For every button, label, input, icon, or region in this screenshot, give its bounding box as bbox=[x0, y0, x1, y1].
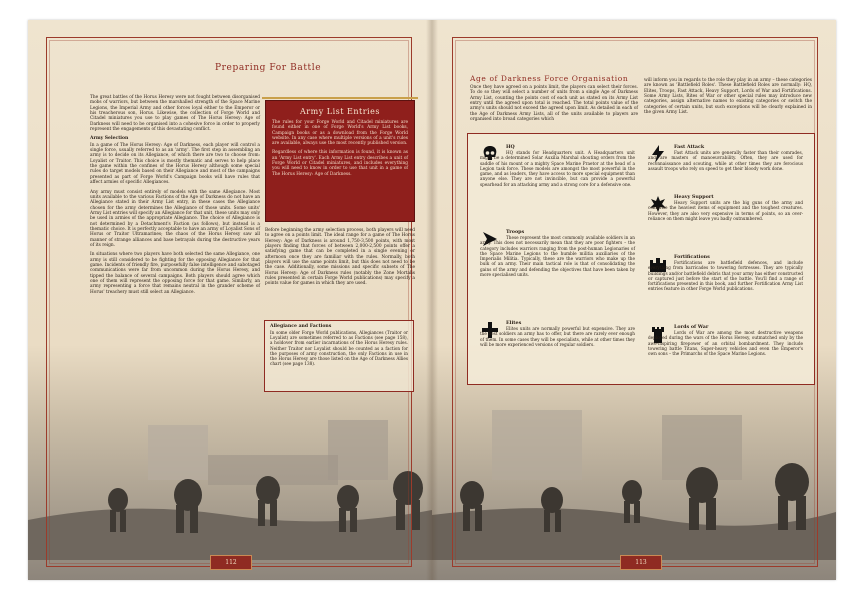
army-list-entries-p2: Regardless of where this information is found, it is known as an 'Army List entry'. Each Army List entry describes a unit of Forge World or Citadel miniatures, and includes everything you will need to know in order to use that unit in a game of The Horus Heresy: Age of Darkness. bbox=[272, 150, 408, 177]
army-list-entries-title: Army List Entries bbox=[300, 107, 380, 116]
role-description: Fast Attack units are generally faster than their comrades, and are masters of manoeuvrability. Often, they are used for reconnaissance and scouting, while at other times they are ferocious assault troops who rely on speed to get their bloody work done. bbox=[648, 150, 803, 171]
force-org-intro: Once they have agreed on a points limit, the players can select their forces. To do so they will select a number of units from a single Age of Darkness Army List, counting the points cost of each unit as stated on its Army List entry until the agreed upon total is reached. The total points value of the army's units should not exceed the agreed upon limit. As detailed in each of the Age of Darkness Army Lists, all of the units available to players are organised into broad categories which bbox=[470, 85, 638, 123]
book-gutter bbox=[426, 20, 438, 580]
army-paragraph-1: In a game of The Horus Heresy: Age of Darkness, each player will control a single force, usually referred to as an 'army'. The first step in assembling an army is to decide on its Allegiance, of which there are two to choose from: Loyalist or Traitor. This choice is mostly thematic and serves to help place the game within the confines of the Horus Heresy although some special rules do target models based on their Allegiance and most of the campaigns presented as part of Forge World's Campaign books will have rules that affect armies of specific Allegiances. bbox=[90, 142, 260, 186]
page-number-left: 112 bbox=[210, 555, 252, 570]
box-ornament bbox=[262, 97, 418, 105]
role-description: HQ stands for Headquarters unit. A Headquarters unit might be a determined Solar Auxilia Marshal shouting orders from the saddle of his mount or a mighty Space Marine Praetor at the head of a Legion task force. These models are amongst the most powerful in the game, and as leaders, they have access to more special equipment than anyone else. They are not invincible, but can provide a powerful spearhead for an attacking army and a strong core for a defensive one. bbox=[480, 150, 635, 187]
army-list-entries-p1: The rules for your Forge World and Citadel miniatures are found either in one of Forge World's Army List books, Campaign books or as a download from the Forge World website. In any case where multiple versions of a unit's rules are available, always use the most recently published version. bbox=[272, 120, 408, 147]
role-description: Fortifications are battlefield defences, and include everything from barricades to towering fortresses. They are typically buildings and/or battlefield debris that your army has either constructed or captured just before the start of the battle. You'll find a range of fortifications presented in this book, and further Fortification Army List entries feature in other Forge World publications. bbox=[648, 260, 803, 292]
points-paragraph: Before beginning the army selection process, both players will need to agree on a points limit. The ideal range for a game of The Horus Heresy: Age of Darkness is around 1,750-3,500 points, with most players finding that forces of between 2,000-2,500 points offer a satisfying game that can be completed in a single evening or afternoon once they are familiar with the rules. Normally, both players will use the same points limit, but this does not need to be the case. Additionally, some missions and specific subsets of The Horus Heresy: Age of Darkness rules (notably the Zone Mortalis rules presented in certain Forge World publications) may specify a points value for games in which they are used. bbox=[265, 228, 415, 287]
book-spread bbox=[28, 20, 836, 580]
force-org-intro-cont: will inform you in regards to the role they play in an army – these categories are known as 'Battlefield Roles'. These Battlefield Roles are normally: HQ, Elites, Troops, Fast Attack, Heavy Support, Lords of War and Fortifications. Some Army Lists, Rites of War or other special rules may introduce new categories, assign alternative names to existing categories or switch the categories of certain units, but such exceptions will be clearly explained in the given Army List. bbox=[644, 78, 812, 116]
allegiance-factions-title: Allegiance and Factions bbox=[270, 324, 332, 329]
army-list-entries-box bbox=[265, 100, 415, 222]
role-description: These represent the most commonly available soldiers in an army. This does not necessarily mean that they are poor fighters – the category includes warriors ranging from the post-human Legionaries of the Space Marine Legions to the humble militia auxiliaries of the Imperialis Militia. Typically, these are the warriors who make up the bulk of an army. Their main tactical role is that of consolidating the gains of the army and defending the objectives that have been taken by more specialised units. bbox=[480, 235, 635, 277]
intro-paragraph: The great battles of the Horus Heresy were not fought between disorganised mobs of warriors, but between the marshalled strength of the Space Marine Legions, the Imperial Army and other forces loyal either to the Emperor or his treacherous son, Horus. Likewise, the collection of Forge World and Citadel miniatures you use to play games of The Horus Heresy: Age of Darkness will need to be organised into a cohesive force in order to properly represent the engagements of this devastating conflict. bbox=[90, 95, 260, 133]
allegiance-factions-box bbox=[264, 320, 414, 392]
right-intro-text bbox=[470, 85, 638, 126]
role-name: Fast Attack bbox=[674, 144, 705, 150]
page-number-right: 113 bbox=[620, 555, 662, 570]
role-description: Elites units are normally powerful but expensive. They are the best soldiers an army has to offer, but there are rarely ever enough of them. In some cases they will be specialists, while at other times they will be more experienced versions of regular soldiers. bbox=[480, 326, 635, 347]
role-description: Lords of War are among the most destructive weapons deployed during the wars of the Horus Heresy, outmatched only by the awe-inspiring firepower of an orbital bombardment. They include towering battle Titans, Super-heavy vehicles and even the Emperor's own sons – the Primarchs of the Space Marine Legions. bbox=[648, 330, 803, 356]
left-page bbox=[28, 20, 432, 580]
role-name: Troops bbox=[506, 229, 525, 235]
battlefield-roles-box bbox=[467, 133, 815, 385]
army-paragraph-3: In situations where two players have both selected the same Allegiance, one army is still considered to be fighting for the opposing Allegiance for that game. Incidents of friendly fire, purposefully false intelligence and sabotaged communications were far from uncommon during the Horus Heresy, and tipped the balance of several campaigns. Both players should agree which one of them will represent the opposing force for that game. Similarly, an army representing a force that remains neutral in the grander scheme of Horus' treachery must still select an Allegiance. bbox=[90, 252, 260, 295]
allegiance-factions-body: In some older Forge World publications, Allegiances (Traitor or Loyalist) are sometimes referred to as Factions (see page 158), a holdover from earlier incarnations of the Horus Heresy rules. Neither Traitor nor Loyalist should be counted as a faction for the purposes of army construction, the only Factions in use in the Horus Heresy are those listed on the Age of Darkness Allies chart (see page 138). bbox=[270, 330, 408, 367]
role-description: Heavy Support units are the big guns of the army and comprise the heaviest items of equipment and the toughest creatures. However, they are also very expensive in terms of points, so an over-reliance on them might leave you badly outnumbered. bbox=[648, 200, 803, 221]
page-title-right: Age of Darkness Force Organisation bbox=[470, 74, 629, 83]
army-paragraph-2: Any army must consist entirely of models with the same Allegiance. Most units available to the various Factions of the Age of Darkness do not have an Allegiance stated in their Army List entry, in these cases the Allegiance chosen for the army determines the Allegiance of those units. Some units' Army List entries will specify an Allegiance for that unit, these units may only be used in armies of the appropriate Allegiance. The choice of Allegiance is not determined by a Detachment's Faction (as follows), but instead is a thematic choice. It is perfectly acceptable to have an army of Loyalist Sons of Horus or Traitor Ultramarines; the chaos of the Horus Heresy saw all manner of strange alliances and base betrayals during the destructive years of its reign. bbox=[90, 189, 260, 248]
role-name: HQ bbox=[506, 144, 515, 150]
role-name: Elites bbox=[506, 320, 522, 326]
page-title-left: Preparing For Battle bbox=[215, 63, 322, 73]
role-name: Lords of War bbox=[674, 324, 709, 330]
left-column-text bbox=[90, 95, 260, 299]
mid-column-text bbox=[265, 228, 415, 291]
army-selection-heading: Army Selection bbox=[90, 136, 129, 142]
role-name: Fortifications bbox=[674, 254, 710, 260]
role-name: Heavy Support bbox=[674, 194, 714, 200]
right-intro-text-cont bbox=[644, 78, 812, 119]
